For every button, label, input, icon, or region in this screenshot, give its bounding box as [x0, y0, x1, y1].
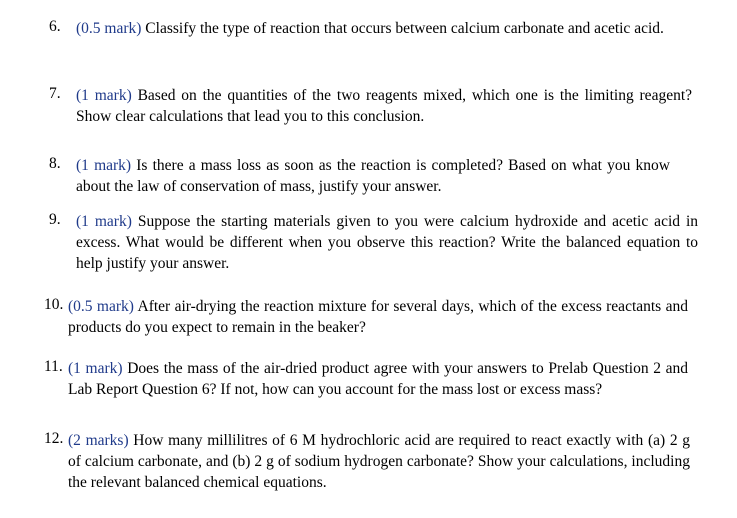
question-text — [76, 85, 692, 127]
mark-value: (2 marks) — [68, 432, 129, 449]
question-text — [76, 155, 670, 197]
question-number: 12. — [44, 430, 64, 447]
question-body: How many millilitres of 6 M hydrochloric acid are required to react exactly with (a) 2 g of calcium carbonate, and (b) 2 g of sodium hydrogen carbonate? Show your calculations, including the relevant balanced chemical equations. — [68, 432, 690, 491]
mark-value: (0.5 mark) — [76, 20, 142, 37]
mark-value: (1 mark) — [76, 213, 132, 230]
question-text — [68, 430, 690, 493]
question-text — [76, 18, 690, 39]
question-body: Is there a mass loss as soon as the reaction is completed? Based on what you know about the law of conservation of mass, justify your answer. — [76, 157, 671, 195]
mark-value: (1 mark) — [76, 87, 132, 104]
question-body: Suppose the starting materials given to you were calcium hydroxide and acetic acid in excess. What would be different when you observe this reaction? Write the balanced equation to help justify your answer. — [76, 213, 699, 272]
mark-value: (1 mark) — [76, 157, 132, 174]
question-text — [68, 296, 688, 338]
question-body: After air-drying the reaction mixture for several days, which of the excess reactants and products do you expect to remain in the beaker? — [68, 298, 688, 336]
mark-value: (1 mark) — [68, 360, 123, 377]
question-number: 11. — [44, 358, 63, 375]
question-body: Does the mass of the air-dried product agree with your answers to Prelab Question 2 and Lab Report Question 6? If not, how can you account for the mass lost or excess mass? — [68, 360, 689, 398]
question-number: 7. — [49, 85, 61, 102]
question-number: 10. — [44, 296, 64, 313]
question-text — [76, 211, 698, 274]
question-body: Based on the quantities of the two reagents mixed, which one is the limiting reagent? Show clear calculations that lead you to this conclusion. — [76, 87, 693, 125]
question-number: 8. — [49, 155, 61, 172]
question-number: 6. — [49, 18, 61, 35]
question-number: 9. — [49, 211, 61, 228]
mark-value: (0.5 mark) — [68, 298, 134, 315]
question-text — [68, 358, 688, 400]
question-body: Classify the type of reaction that occurs between calcium carbonate and acetic acid. — [141, 20, 664, 37]
